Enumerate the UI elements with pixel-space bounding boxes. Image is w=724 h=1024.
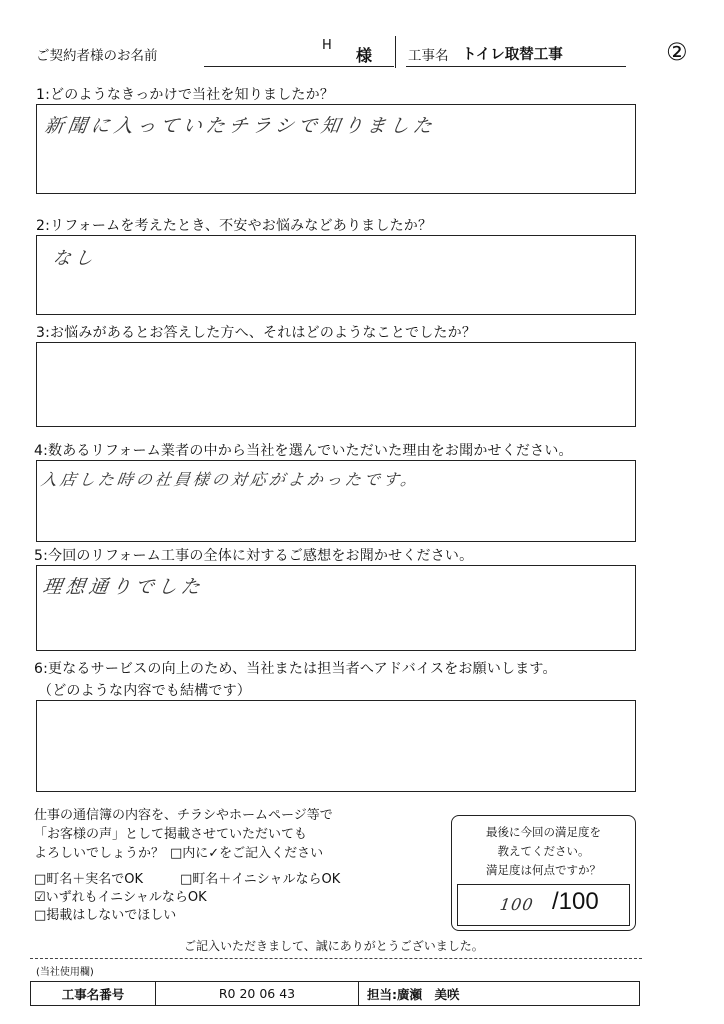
question-2-answer: なし	[51, 248, 99, 269]
sheet-number: ②	[666, 38, 688, 66]
question-2-answer-box	[36, 235, 636, 315]
header-divider	[395, 36, 396, 68]
consent-line-2: 「お客様の声」として掲載させていただいても	[34, 827, 308, 842]
consent-option-3-label: いずれもイニシャルならOK	[45, 890, 207, 905]
score-box	[457, 884, 630, 926]
office-use-table	[30, 981, 640, 1006]
number-label: 工事名番号	[31, 982, 156, 1005]
consent-option-2[interactable]	[180, 868, 340, 887]
construction-underline	[406, 66, 626, 67]
checkbox-3[interactable]: ☑	[34, 890, 46, 905]
office-use-divider	[30, 958, 642, 959]
question-6-answer-box	[36, 700, 636, 792]
question-5-answer-box	[36, 565, 636, 651]
checkbox-4[interactable]: □	[34, 908, 47, 923]
question-5-answer: 理想通りでした	[41, 576, 206, 598]
consent-option-1-label: 町名＋実名でOK	[46, 872, 144, 887]
question-2-label: 2:リフォームを考えたとき、不安やお悩みなどありましたか？	[36, 218, 433, 234]
question-5-label: 5:今回のリフォーム工事の全体に対するご感想をお聞かせください。	[34, 548, 474, 564]
consent-option-4-label: 掲載はしないでほしい	[46, 908, 177, 923]
score-value: 100	[498, 895, 535, 914]
question-6-sublabel: （どのような内容でも結構です）	[38, 683, 251, 699]
question-4-answer: 入店した時の社員様の対応がよかったです。	[39, 470, 421, 489]
customer-honorific: 様	[356, 46, 373, 65]
satisfaction-line-3: 満足度は何点ですか？	[486, 863, 601, 877]
question-3-label: 3:お悩みがあるとお答えした方へ、それはどのようなことでしたか？	[36, 325, 477, 341]
question-1-answer-box	[36, 104, 636, 194]
thanks-message: ご記入いただきまして、誠にありがとうございました。	[184, 939, 484, 953]
consent-option-1[interactable]	[34, 868, 143, 887]
customer-name-underline	[204, 66, 394, 67]
question-4-label: 4:数あるリフォーム業者の中から当社を選んでいただいた理由をお聞かせください。	[34, 443, 573, 459]
construction-value: トイレ取替工事	[462, 47, 563, 63]
consent-line-1: 仕事の通信簿の内容を、チラシやホームページ等で	[34, 808, 333, 823]
consent-line-3: よろしいでしょうか？	[34, 846, 165, 861]
satisfaction-panel	[451, 815, 636, 931]
question-4-answer-box	[36, 460, 636, 542]
number-value: R0 20 06 43	[156, 982, 359, 1005]
question-3-answer-box	[36, 342, 636, 427]
checkbox-2[interactable]: □	[180, 872, 193, 887]
office-use-label: (当社使用欄)	[36, 967, 94, 978]
staff-cell	[359, 982, 639, 1005]
question-1-answer: 新聞に入っていたチラシで知りました	[43, 115, 438, 137]
consent-option-4[interactable]	[34, 904, 176, 923]
construction-label: 工事名	[408, 48, 449, 64]
score-max: /100	[552, 888, 599, 915]
staff-value: 廣瀬 美咲	[397, 986, 460, 1002]
checkbox-1[interactable]: □	[34, 872, 47, 887]
customer-name-value: H	[322, 38, 332, 53]
consent-option-3[interactable]	[34, 886, 207, 905]
consent-instruction: □内に✓をご記入ください	[170, 846, 324, 861]
question-1-label: 1:どのようなきっかけで当社を知りましたか？	[36, 87, 335, 103]
customer-name-label: ご契約者様のお名前	[36, 48, 158, 64]
satisfaction-line-1: 最後に今回の満足度を	[486, 825, 601, 839]
question-6-label: 6:更なるサービスの向上のため、当社または担当者へアドバイスをお願いします。	[34, 661, 557, 677]
satisfaction-line-2: 教えてください。	[497, 844, 590, 858]
staff-label: 担当:	[367, 986, 397, 1002]
consent-option-2-label: 町名＋イニシャルならOK	[192, 872, 341, 887]
